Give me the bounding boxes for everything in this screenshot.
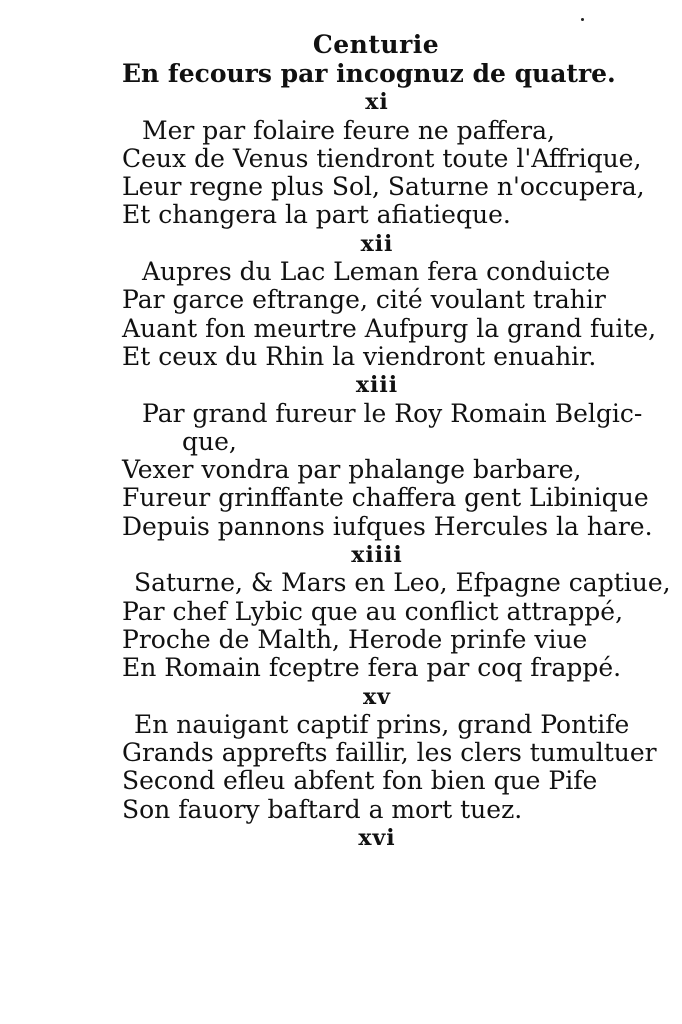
verse-line: Par grand fureur le Roy Romain Belgic- [142,398,643,428]
verse-line: Proche de Malth, Herode prinfe viue [122,624,588,654]
verse-line: Et changera la part afiatieque. [122,200,511,230]
verse-line: Auant fon meurtre Aufpurg la grand fuite, [122,313,657,343]
verse-line: Par garce eftrange, cité voulant trahir [122,285,606,315]
verse-line: En fecours par incognuz de quatre. [122,59,616,88]
verse-line: Fureur grinffante chaffera gent Libinique [122,483,649,513]
verse-continuation: que, [182,426,237,456]
verse-line: Grands apprefts faillir, les clers tumultuer [122,738,657,768]
quatrain-number: xii [360,230,394,257]
verse-line: Leur regne plus Sol, Saturne n'occupera, [122,172,645,202]
verse-line: Ceux de Venus tiendront toute l'Affrique, [122,143,642,173]
verse-line: Son fauory baftard a mort tuez. [122,794,523,824]
verse-line: Second efleu abfent fon bien que Pife [122,766,598,796]
quatrain-number: xiiii [351,542,403,569]
quatrain-number: xv [363,683,391,710]
running-header: Centurie [312,30,440,59]
quatrain-text-block [122,59,671,852]
verse-line: Saturne, & Mars en Leo, Efpagne captiue, [134,568,671,598]
quatrain-number: xiii [355,372,399,399]
ink-speck [581,18,584,21]
verse-line: Par chef Lybic que au conflict attrappé, [122,596,624,626]
verse-line: En Romain fceptre fera par coq frappé. [122,653,622,683]
verse-line: Aupres du Lac Leman fera conduicte [142,257,611,287]
verse-line: Vexer vondra par phalange barbare, [122,455,582,485]
verse-line: Depuis pannons iufques Hercules la hare. [122,511,653,541]
verse-line: Mer par folaire feure ne paffera, [142,115,555,145]
verse-line: En nauigant captif prins, grand Pontife [134,709,630,739]
verse-line: Et ceux du Rhin la viendront enuahir. [122,341,597,371]
quatrain-number: xvi [358,825,396,852]
quatrain-number: xi [365,89,389,116]
